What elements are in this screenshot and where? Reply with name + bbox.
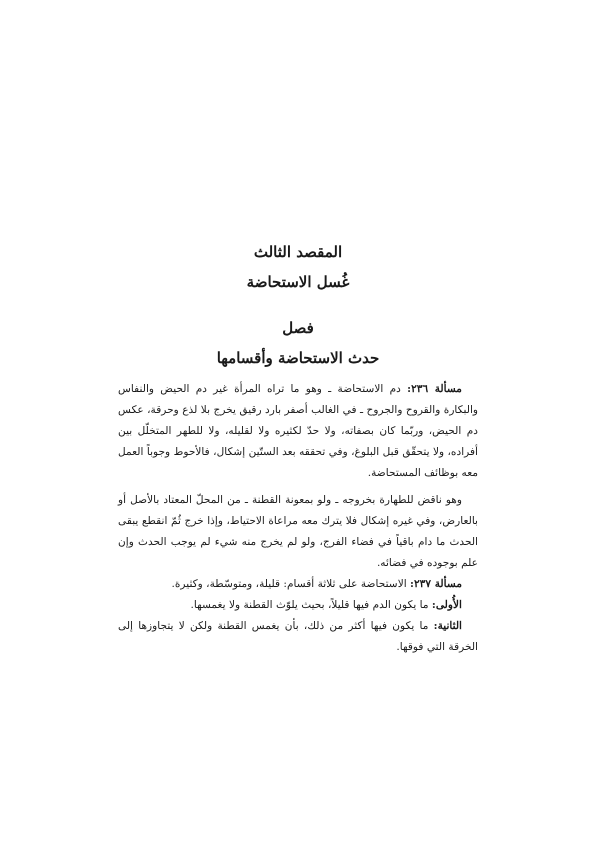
paragraph-text: دم الاستحاضة ـ وهو ما تراه المرأة غير دم الحيض والنفاس والبكارة والقروح والجروح ـ في الغالب أصفر بارد رقيق يخرج بلا لذع وحرقة، عكس دم الحيض، وربّما كان بصفاته، ولا حدّ لكثيره ولا لقليله، ولا للطهر المتخلّل بين أفراده، ولا يتحقّق قبل البلوغ، وفي تحققه بعد الستّين إشكال، فالأحوط وجوباً العمل معه بوظائف المستحاضة.	[118, 383, 478, 479]
chapter-heading: فصل	[282, 319, 314, 337]
paragraph-text: ما يكون الدم فيها قليلاً، بحيث يلوّث القطنة ولا يغمسها.	[190, 599, 432, 611]
paragraph-text: وهو ناقض للطهارة بخروجه ـ ولو بمعونة القطنة ـ من المحلّ المعتاد بالأصل أو بالعارض، وفي غيره إشكال فلا يترك معه مراعاة الاحتياط، وإذا خرج ثُمّ انقطع يبقى الحدث ما دام باقياً في فضاء الفرج، ولو لم يخرج منه شيء لم يوجب الحدث وإن علم بوجوده في فضائه.	[118, 494, 478, 569]
chapter-subtitle: حدث الاستحاضة وأقسامها	[216, 349, 380, 367]
paragraph-text: ما يكون فيها أكثر من ذلك، بأن يغمس القطنة ولكن لا يتجاوزها إلى الخرقة التي فوقها.	[118, 620, 478, 653]
body-text	[118, 379, 478, 658]
paragraph-nullifier	[118, 490, 478, 574]
paragraph-first-type	[118, 595, 478, 616]
first-type-label: الأُولى:	[431, 599, 462, 611]
paragraph-issue-237	[118, 574, 478, 595]
issue-number-236: مسألة ٢٣٦:	[407, 383, 462, 395]
issue-number-237: مسألة ٢٣٧:	[410, 578, 462, 590]
headings-block	[0, 243, 596, 367]
section-heading: المقصد الثالث	[253, 243, 343, 261]
paragraph-text: الاستحاضة على ثلاثة أقسام: قليلة، ومتوسّطة، وكثيرة.	[171, 578, 411, 590]
section-title: غُسل الاستحاضة	[246, 273, 350, 291]
second-type-label: الثانية:	[433, 620, 462, 632]
paragraph-issue-236	[118, 379, 478, 484]
paragraph-second-type	[118, 616, 478, 658]
